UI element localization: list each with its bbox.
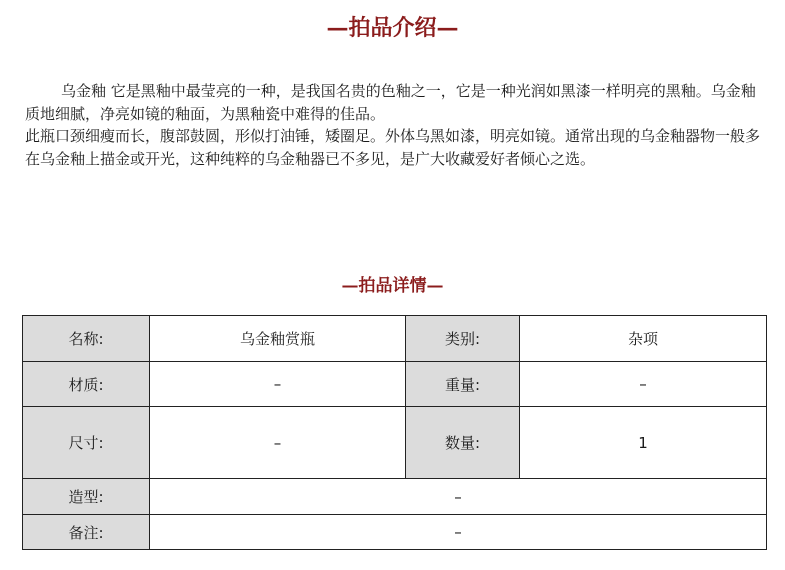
notes-label: 备注: [23,515,150,550]
details-table [22,315,767,550]
table-row [23,479,767,515]
weight-value: – [520,362,767,407]
shape-label: 造型: [23,479,150,515]
quantity-label: 数量: [406,407,520,479]
details-section-title: —拍品详情— [341,276,444,296]
size-label: 尺寸: [23,407,150,479]
shape-value: – [150,479,767,515]
weight-label: 重量: [406,362,520,407]
intro-section-title: —拍品介绍— [326,15,459,41]
intro-text [25,80,765,170]
intro-paragraph-2: 此瓶口颈细瘦而长，腹部鼓圆，形似打油锤，矮圈足。外体乌黑如漆，明亮如镜。通常出现的乌金釉器物一般多在乌金釉上描金或开光，这种纯粹的乌金釉器已不多见，是广大收藏爱好者倾心之选。 [25,127,761,168]
name-value: 乌金釉赏瓶 [150,316,406,362]
size-value: – [150,407,406,479]
notes-value: – [150,515,767,550]
name-label: 名称: [23,316,150,362]
material-value: – [150,362,406,407]
table-row [23,316,767,362]
category-value: 杂项 [520,316,767,362]
category-label: 类别: [406,316,520,362]
table-row [23,362,767,407]
material-label: 材质: [23,362,150,407]
quantity-value: 1 [520,407,767,479]
table-row [23,515,767,550]
intro-paragraph-1: 乌金釉 它是黑釉中最莹亮的一种，是我国名贵的色釉之一，它是一种光润如黑漆一样明亮的黑釉。乌金釉质地细腻，净亮如镜的釉面，为黑釉瓷中难得的佳品。 [25,82,756,123]
table-row [23,407,767,479]
